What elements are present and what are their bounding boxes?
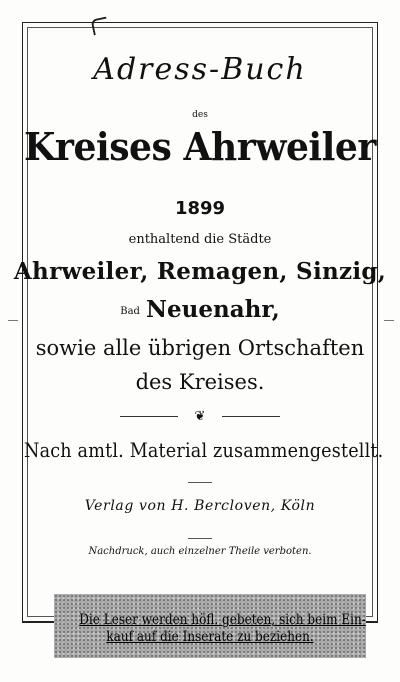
corner-mark [91, 17, 110, 36]
ornament-divider [120, 409, 280, 425]
reprint-notice: Nachdruck, auch einzelner Theile verboten. [88, 546, 312, 557]
short-rule-1 [188, 482, 212, 483]
short-rule-2 [188, 538, 212, 539]
des-kreises-text: des Kreises. [135, 370, 265, 394]
year: 1899 [174, 198, 226, 219]
enthaltend-text: enthaltend die Städte [128, 232, 272, 247]
bad-prefix: Bad [120, 305, 140, 317]
reader-notice-box [54, 594, 366, 658]
sowie-text: sowie alle übrigen Ortschaften [35, 336, 365, 360]
cities-line-2 [0, 296, 400, 323]
title-kreis: Kreises Ahrweiler [24, 124, 376, 169]
title-des: des [192, 110, 208, 120]
notice-line-1: Die Leser werden höfl. gebeten, sich beim Ein- [79, 612, 366, 628]
ornament-icon: ❦ [194, 409, 206, 424]
title-script: Adress-Buch [93, 52, 307, 87]
ornament-line-left [120, 416, 178, 417]
ornament-line-right [222, 416, 280, 417]
cities-line-1: Ahrweiler, Remagen, Sinzig, [13, 258, 387, 285]
neuenahr: Neuenahr, [145, 296, 280, 323]
notice-line-2: kauf auf die Inserate zu beziehen. [106, 629, 314, 645]
publisher: Verlag von H. Bercloven, Köln [84, 498, 316, 514]
material-note: Nach amtl. Material zusammengestellt. [24, 438, 384, 462]
